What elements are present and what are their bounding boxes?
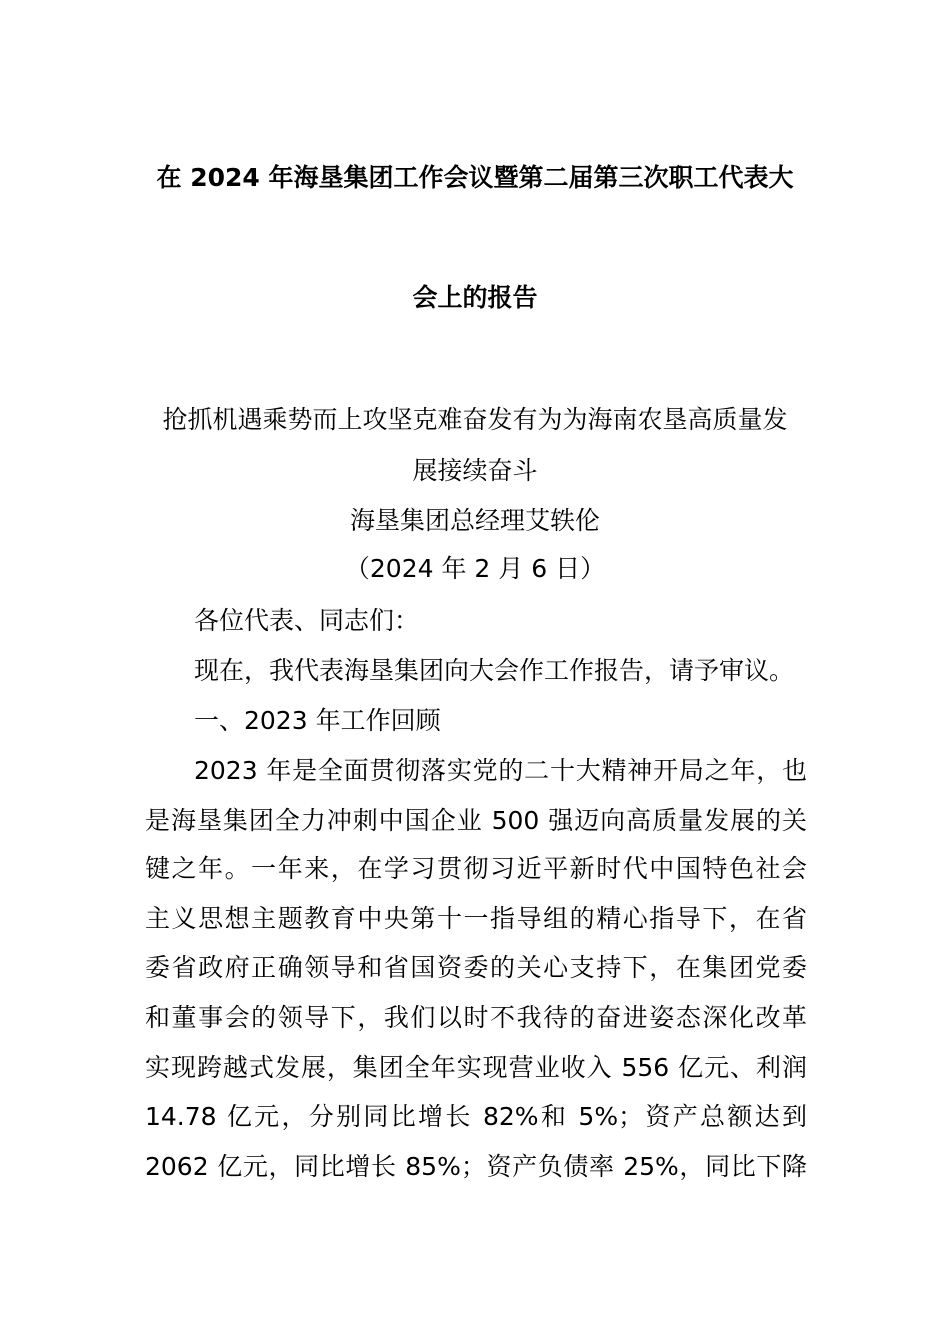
paragraph-line: 委省政府正确领导和省国资委的关心支持下，在集团党委 bbox=[145, 953, 807, 982]
paragraph-line: 主义思想主题教育中央第十一指导组的精心指导下，在省 bbox=[145, 904, 807, 933]
paragraph-line: 2023 年是全面贯彻落实党的二十大精神开局之年，也 bbox=[194, 756, 807, 785]
document-title-line-2: 会上的报告 bbox=[412, 283, 538, 312]
paragraph-line: 键之年。一年来，在学习贯彻习近平新时代中国特色社会 bbox=[145, 854, 807, 883]
date-line: （2024 年 2 月 6 日） bbox=[344, 554, 606, 583]
section-heading: 一、2023 年工作回顾 bbox=[194, 706, 441, 735]
subtitle-line-2: 展接续奋斗 bbox=[412, 456, 538, 485]
paragraph-line: 是海垦集团全力冲刺中国企业 500 强迈向高质量发展的关 bbox=[145, 806, 807, 835]
paragraph-line: 实现跨越式发展，集团全年实现营业收入 556 亿元、利润 bbox=[145, 1053, 807, 1082]
paragraph-line: 14.78 亿元，分别同比增长 82%和 5%；资产总额达到 bbox=[145, 1102, 807, 1131]
subtitle-line-1: 抢抓机遇乘势而上攻坚克难奋发有为为海南农垦高质量发 bbox=[162, 405, 788, 434]
intro-paragraph: 现在，我代表海垦集团向大会作工作报告，请予审议。 bbox=[194, 656, 795, 685]
salutation: 各位代表、同志们： bbox=[194, 606, 420, 635]
paragraph-line: 2062 亿元，同比增长 85%；资产负债率 25%，同比下降 bbox=[145, 1152, 807, 1181]
paragraph-line: 和董事会的领导下，我们以时不我待的奋进姿态深化改革 bbox=[145, 1003, 807, 1032]
author-line: 海垦集团总经理艾轶伦 bbox=[349, 506, 600, 535]
document-title-line-1: 在 2024 年海垦集团工作会议暨第二届第三次职工代表大 bbox=[156, 163, 794, 192]
